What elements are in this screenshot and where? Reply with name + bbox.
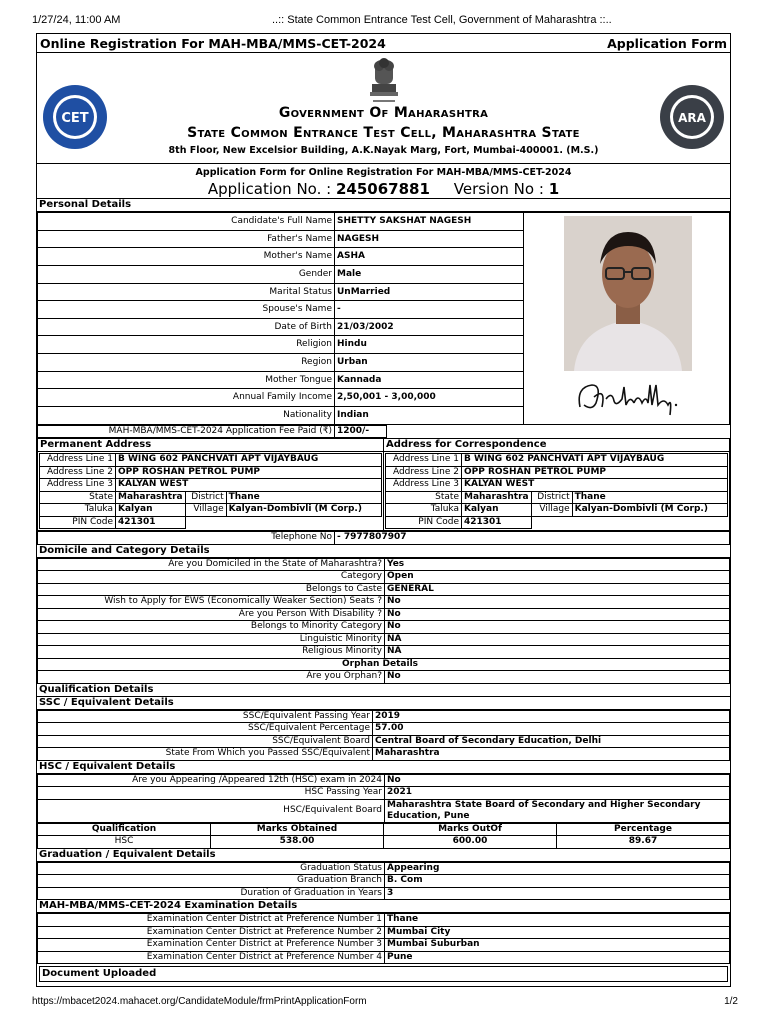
personal-label: Religion: [38, 336, 335, 354]
exam-row-label: Examination Center District at Preference Number 1: [38, 914, 385, 927]
state-value: Maharashtra: [116, 491, 186, 504]
header-banner: [37, 53, 730, 164]
documents-heading: Document Uploaded: [42, 968, 157, 979]
orphan-heading-row: [38, 658, 730, 671]
marks-header-cell: Marks Obtained: [211, 823, 384, 836]
domicile-row-label: Wish to Apply for EWS (Economically Weaker Section) Seats ?: [38, 596, 385, 609]
personal-value: 21/03/2002: [335, 318, 524, 336]
personal-value: UnMarried: [335, 283, 524, 301]
personal-label: Gender: [38, 265, 335, 283]
government-heading: Government Of Maharashtra: [278, 105, 489, 121]
ssc-table: [37, 710, 730, 761]
ssc-row-label: SSC/Equivalent Percentage: [38, 723, 373, 736]
graduation-row-label: Graduation Status: [38, 862, 385, 875]
domicile-row-label: Religious Minority: [38, 646, 385, 659]
exam-row: [38, 939, 730, 952]
domicile-table: [37, 558, 730, 684]
pin-row: [40, 516, 382, 529]
exam-table: [37, 913, 730, 964]
exam-row-value: Mumbai City: [385, 926, 730, 939]
documents-box: [39, 966, 728, 982]
exam-row-label: Examination Center District at Preference Number 2: [38, 926, 385, 939]
personal-label: Date of Birth: [38, 318, 335, 336]
domicile-row-label: Are you Person With Disability ?: [38, 608, 385, 621]
orphan-label: Are you Orphan?: [38, 671, 385, 684]
orphan-value: No: [385, 671, 730, 684]
ssc-row-label: SSC/Equivalent Board: [38, 735, 373, 748]
personal-value: Urban: [335, 354, 524, 372]
exam-heading: MAH-MBA/MMS-CET-2024 Examination Details: [37, 900, 730, 913]
personal-value: Hindu: [335, 336, 524, 354]
marks-cell: HSC: [38, 836, 211, 849]
application-for-line: Application Form for Online Registration For MAH-MBA/MMS-CET-2024: [195, 167, 572, 178]
hsc-row: [38, 774, 730, 787]
taluka-label: Taluka: [386, 504, 462, 517]
hsc-row: [38, 787, 730, 800]
domicile-heading: Domicile and Category Details: [37, 545, 730, 558]
exam-row-value: Thane: [385, 914, 730, 927]
marks-data-row: [38, 836, 730, 849]
hsc-board-value: Maharashtra State Board of Secondary and Higher Secondary Education, Pune: [385, 799, 730, 822]
office-address: 8th Floor, New Excelsior Building, A.K.Nayak Marg, Fort, Mumbai-400001. (M.S.): [168, 145, 599, 156]
graduation-row: [38, 887, 730, 900]
marks-cell: 600.00: [384, 836, 557, 849]
domicile-row: [38, 571, 730, 584]
address-line-row: [40, 466, 382, 479]
corr-heading: Address for Correspondence: [384, 439, 729, 452]
district-value: Thane: [226, 491, 381, 504]
personal-value: Indian: [335, 406, 524, 424]
personal-label: Mother Tongue: [38, 371, 335, 389]
version-value: 1: [548, 180, 560, 198]
domicile-row-label: Belongs to Minority Category: [38, 621, 385, 634]
browser-print-footer: [32, 996, 738, 1007]
signature-icon: [572, 377, 682, 417]
fee-value: 1200/-: [335, 425, 387, 438]
hsc-row-value: No: [385, 774, 730, 787]
graduation-row-label: Duration of Graduation in Years: [38, 887, 385, 900]
state-label: State: [40, 491, 116, 504]
taluka-label: Taluka: [40, 504, 116, 517]
cell-heading: State Common Entrance Test Cell, Maharashtra State: [187, 125, 580, 141]
domicile-row-value: Yes: [385, 558, 730, 571]
hsc-board-row: [38, 799, 730, 822]
telephone-row: [38, 532, 730, 545]
address-line-row: [386, 466, 728, 479]
taluka-value: Kalyan: [116, 504, 186, 517]
application-number-line: [37, 180, 730, 199]
address-line-value: OPP ROSHAN PETROL PUMP: [462, 466, 728, 479]
form-type-label: Application Form: [607, 35, 727, 51]
domicile-row-label: Are you Domiciled in the State of Maharashtra?: [38, 558, 385, 571]
ssc-row: [38, 723, 730, 736]
domicile-row-label: Linguistic Minority: [38, 633, 385, 646]
village-value: Kalyan-Dombivli (M Corp.): [572, 504, 727, 517]
ara-logo-icon: [658, 83, 726, 151]
pin-label: PIN Code: [40, 516, 116, 529]
taluka-village-row: [386, 504, 728, 517]
address-line-value: B WING 602 PANCHVATI APT VIJAYBAUG: [116, 454, 382, 467]
version-label: Version No :: [453, 180, 544, 198]
print-timestamp: 1/27/24, 11:00 AM: [32, 14, 121, 26]
marks-header-cell: Marks OutOf: [384, 823, 557, 836]
domicile-row-value: Open: [385, 571, 730, 584]
taluka-value: Kalyan: [462, 504, 532, 517]
ssc-row: [38, 710, 730, 723]
personal-label: Annual Family Income: [38, 389, 335, 407]
personal-label: Spouse's Name: [38, 301, 335, 319]
hsc-row-label: Are you Appearing /Appeared 12th (HSC) exam in 2024: [38, 774, 385, 787]
app-no-value: 245067881: [335, 180, 430, 198]
ssc-row-label: SSC/Equivalent Passing Year: [38, 710, 373, 723]
domicile-row: [38, 646, 730, 659]
domicile-row-label: Category: [38, 571, 385, 584]
graduation-row-label: Graduation Branch: [38, 875, 385, 888]
personal-value: SHETTY SAKSHAT NAGESH: [335, 213, 524, 231]
exam-row: [38, 951, 730, 964]
person-photo-icon: [564, 216, 692, 371]
domicile-row-value: No: [385, 608, 730, 621]
photo-signature-cell: [524, 213, 730, 425]
state-value: Maharashtra: [462, 491, 532, 504]
marks-header-row: [38, 823, 730, 836]
personal-value: Kannada: [335, 371, 524, 389]
ssc-row: [38, 748, 730, 761]
district-value: Thane: [572, 491, 727, 504]
personal-value: -: [335, 301, 524, 319]
personal-value: NAGESH: [335, 230, 524, 248]
address-line-label: Address Line 1: [386, 454, 462, 467]
domicile-row: [38, 608, 730, 621]
hsc-row-value: 2021: [385, 787, 730, 800]
personal-details-table: [37, 212, 730, 425]
district-label: District: [531, 491, 572, 504]
print-url: https://mbacet2024.mahacet.org/CandidateModule/frmPrintApplicationForm: [32, 996, 367, 1007]
state-label: State: [386, 491, 462, 504]
form-title-bar: [37, 34, 730, 53]
graduation-heading: Graduation / Equivalent Details: [37, 849, 730, 862]
domicile-row: [38, 621, 730, 634]
domicile-row: [38, 583, 730, 596]
address-line-value: B WING 602 PANCHVATI APT VIJAYBAUG: [462, 454, 728, 467]
hsc-table: [37, 774, 730, 823]
domicile-row-label: Belongs to Caste: [38, 583, 385, 596]
telephone-value: - 7977807907: [335, 532, 730, 545]
ssc-row-value: Central Board of Secondary Education, Delhi: [373, 735, 730, 748]
graduation-row-value: 3: [385, 887, 730, 900]
exam-row-value: Pune: [385, 951, 730, 964]
form-title: Online Registration For MAH-MBA/MMS-CET-2024: [40, 35, 386, 51]
hsc-heading: HSC / Equivalent Details: [37, 761, 730, 774]
orphan-heading: Orphan Details: [38, 658, 730, 671]
candidate-photo: [564, 216, 692, 371]
fee-row-table: [37, 425, 730, 439]
personal-value: Male: [335, 265, 524, 283]
browser-print-header: [32, 14, 736, 26]
correspondence-address-block: [384, 439, 730, 531]
village-value: Kalyan-Dombivli (M Corp.): [226, 504, 381, 517]
application-form: [36, 33, 731, 987]
domicile-row: [38, 633, 730, 646]
personal-label: Candidate's Full Name: [38, 213, 335, 231]
personal-details-heading: Personal Details: [37, 199, 730, 212]
fee-row: [38, 425, 731, 438]
pin-value: 421301: [462, 516, 532, 529]
personal-row: [38, 213, 730, 231]
marks-cell: 538.00: [211, 836, 384, 849]
orphan-row: [38, 671, 730, 684]
domicile-row-value: GENERAL: [385, 583, 730, 596]
state-district-row: [40, 491, 382, 504]
graduation-row-value: Appearing: [385, 862, 730, 875]
marks-table: [37, 823, 730, 849]
address-line-value: KALYAN WEST: [462, 479, 728, 492]
perm-heading: Permanent Address: [38, 439, 383, 452]
exam-row: [38, 926, 730, 939]
personal-label: Region: [38, 354, 335, 372]
state-emblem-icon: [367, 56, 401, 108]
personal-value: ASHA: [335, 248, 524, 266]
address-line-label: Address Line 3: [386, 479, 462, 492]
personal-value: 2,50,001 - 3,00,000: [335, 389, 524, 407]
village-label: Village: [185, 504, 226, 517]
address-line-label: Address Line 1: [40, 454, 116, 467]
address-line-label: Address Line 2: [386, 466, 462, 479]
telephone-label: Telephone No: [38, 532, 335, 545]
fee-label: MAH-MBA/MMS-CET-2024 Application Fee Paid (₹): [38, 425, 335, 438]
pin-label: PIN Code: [386, 516, 462, 529]
pin-value: 421301: [116, 516, 186, 529]
exam-row-label: Examination Center District at Preference Number 3: [38, 939, 385, 952]
state-district-row: [386, 491, 728, 504]
village-label: Village: [531, 504, 572, 517]
domicile-row-value: NA: [385, 646, 730, 659]
permanent-address-block: [38, 439, 384, 531]
address-line-row: [40, 479, 382, 492]
domicile-row-value: NA: [385, 633, 730, 646]
ssc-row-label: State From Which you Passed SSC/Equivalent: [38, 748, 373, 761]
ssc-heading: SSC / Equivalent Details: [37, 697, 730, 710]
address-line-row: [386, 479, 728, 492]
hsc-board-label: HSC/Equivalent Board: [38, 799, 385, 822]
address-line-label: Address Line 2: [40, 466, 116, 479]
graduation-row-value: B. Com: [385, 875, 730, 888]
graduation-row: [38, 862, 730, 875]
ssc-row-value: 2019: [373, 710, 730, 723]
address-line-row: [386, 454, 728, 467]
domicile-row-value: No: [385, 596, 730, 609]
cet-logo-text: CET: [61, 111, 89, 126]
qualification-heading: Qualification Details: [37, 684, 730, 697]
taluka-village-row: [40, 504, 382, 517]
print-page-title: ..:: State Common Entrance Test Cell, Government of Maharashtra ::..: [272, 14, 612, 26]
personal-label: Mother's Name: [38, 248, 335, 266]
exam-row: [38, 914, 730, 927]
exam-row-value: Mumbai Suburban: [385, 939, 730, 952]
hsc-row-label: HSC Passing Year: [38, 787, 385, 800]
graduation-table: [37, 862, 730, 901]
personal-label: Marital Status: [38, 283, 335, 301]
print-page-number: 1/2: [724, 996, 738, 1007]
ara-logo-text: ARA: [678, 111, 706, 125]
domicile-row: [38, 558, 730, 571]
ssc-row-value: 57.00: [373, 723, 730, 736]
address-line-value: OPP ROSHAN PETROL PUMP: [116, 466, 382, 479]
personal-label: Father's Name: [38, 230, 335, 248]
marks-header-cell: Percentage: [557, 823, 730, 836]
address-line-value: KALYAN WEST: [116, 479, 382, 492]
telephone-table: [37, 531, 730, 545]
domicile-row: [38, 596, 730, 609]
domicile-row-value: No: [385, 621, 730, 634]
ssc-row-value: Maharashtra: [373, 748, 730, 761]
exam-row-label: Examination Center District at Preference Number 4: [38, 951, 385, 964]
address-table: [37, 438, 730, 531]
marks-header-cell: Qualification: [38, 823, 211, 836]
personal-label: Nationality: [38, 406, 335, 424]
district-label: District: [185, 491, 226, 504]
marks-cell: 89.67: [557, 836, 730, 849]
pin-row: [386, 516, 728, 529]
app-no-label: Application No. :: [207, 180, 332, 198]
address-line-label: Address Line 3: [40, 479, 116, 492]
graduation-row: [38, 875, 730, 888]
ssc-row: [38, 735, 730, 748]
address-line-row: [40, 454, 382, 467]
